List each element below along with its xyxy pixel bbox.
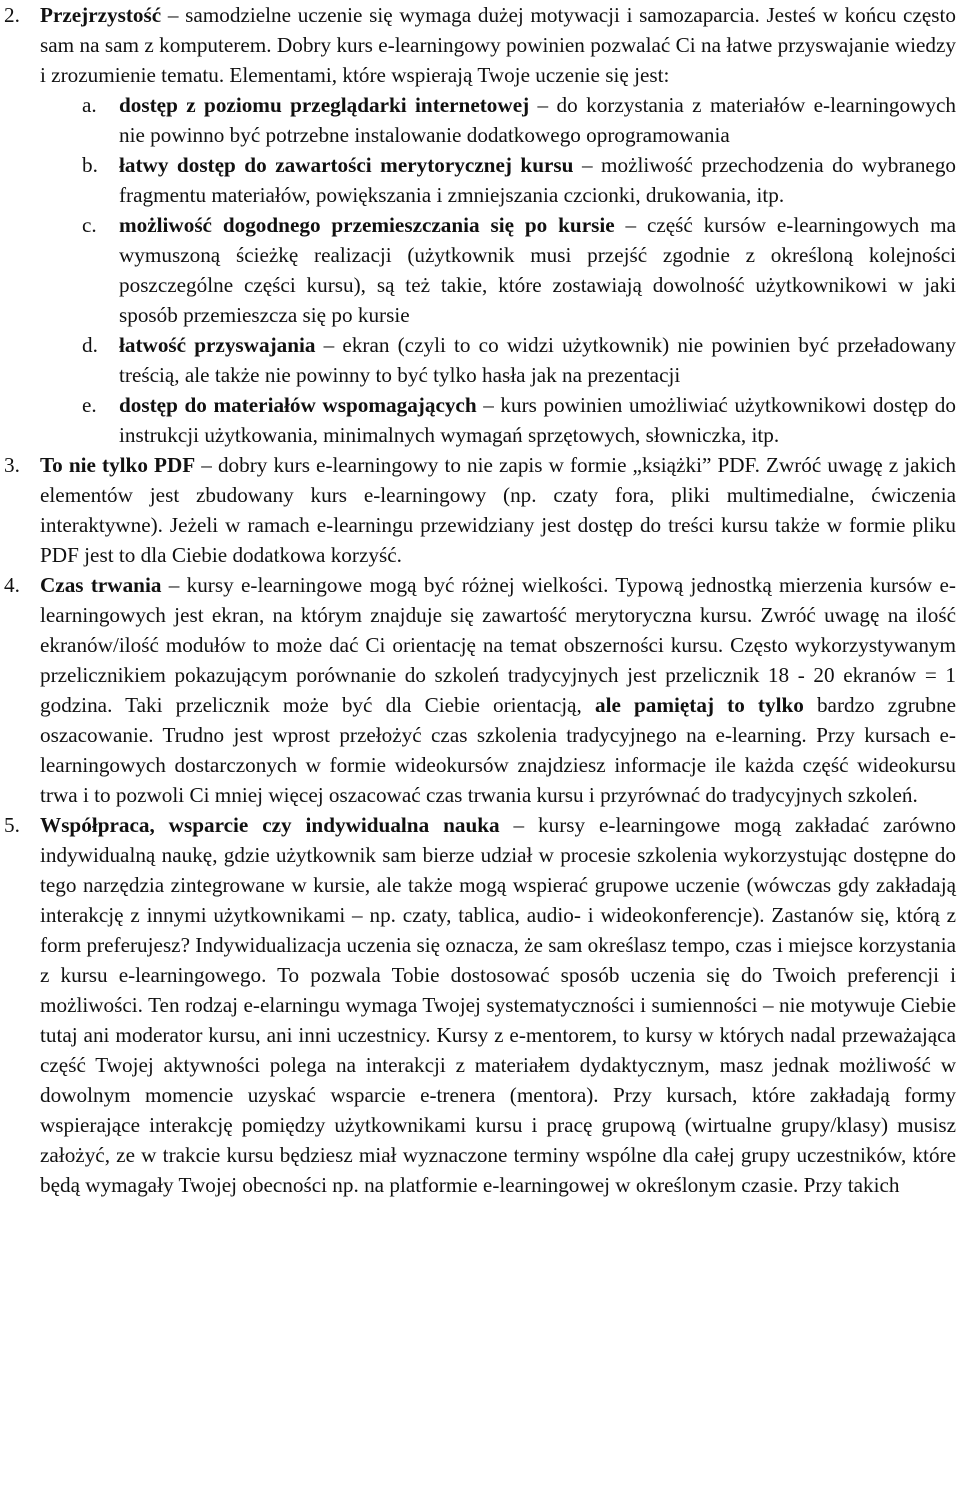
item-number: 4. — [4, 573, 20, 597]
subitem-text: – kurs powinien umożliwiać użytkownikowi dostęp do instrukcji użytkowania, minimalnych wymagań sprzętowych, słowniczka, itp. — [119, 393, 956, 447]
sublist-item-e — [4, 390, 956, 450]
document-page — [4, 0, 956, 1200]
subitem-letter: d. — [82, 333, 98, 357]
subitem-letter: e. — [82, 393, 97, 417]
subitem-text: – do korzystania z materiałów e-learningowych nie powinno być potrzebne instalowanie dodatkowego oprogramowania — [119, 93, 957, 147]
sublist-item-d — [4, 330, 956, 390]
list-item-2 — [4, 0, 956, 90]
subitem-heading: łatwość przyswajania — [119, 333, 316, 357]
subitem-heading: łatwy dostęp do zawartości merytorycznej kursu — [119, 153, 574, 177]
item-heading: Współpraca, wsparcie czy indywidualna nauka — [40, 813, 500, 837]
subitem-heading: dostęp z poziomu przeglądarki internetowej — [119, 93, 530, 117]
subitem-heading: możliwość dogodnego przemieszczania się po kursie — [119, 213, 615, 237]
subitem-text: – możliwość przechodzenia do wybranego fragmentu materiałów, powiększania i zmniejszania czcionki, drukowania, itp. — [119, 153, 957, 207]
subitem-letter: a. — [82, 93, 97, 117]
item-text: – samodzielne uczenie się wymaga dużej motywacji i samozaparcia. Jesteś w końcu często sam na sam z komputerem. Dobry kurs e-learningowy powinien pozwalać Ci na łatwe przyswajanie wiedzy i zrozumienie tematu. Elementami, które wspierają Twoje uczenie się jest: — [40, 3, 956, 87]
subitem-letter: c. — [82, 213, 97, 237]
subitem-heading: dostęp do materiałów wspomagających — [119, 393, 477, 417]
subitem-text: – część kursów e-learningowych ma wymuszoną ścieżkę realizacji (użytkownik musi przejść zgodnie z określoną kolejności poszczególne części kursu), są też takie, które zostawiają dowolność użytkownikowi w jaki sposób przemieszcza się po kursie — [119, 213, 957, 327]
subitem-text: – ekran (czyli to co widzi użytkownik) nie powinien być przeładowany treścią, ale także nie powinny to być tylko hasła jak na prezentacji — [119, 333, 956, 387]
item-heading: Przejrzystość — [40, 3, 162, 27]
item-text: – dobry kurs e-learningowy to nie zapis w formie „książki” PDF. Zwróć uwagę z jakich elementów jest zbudowany kurs e-learningowy (np. czaty fora, pliki multimedialne, ćwiczenia interaktywne). Jeżeli w ramach e-learningu przewidziany jest dostęp do treści kursu także w formie pliku PDF jest to dla Ciebie dodatkowa korzyść. — [40, 453, 957, 567]
sublist-item-a — [4, 90, 956, 150]
item-heading: To nie tylko PDF — [40, 453, 196, 477]
list-item-3 — [4, 450, 956, 570]
item-text: – kursy e-learningowe mogą być różnej wielkości. Typową jednostką mierzenia kursów e-learningowych jest ekran, na którym znajduje się zawartość merytoryczna kursu. Zwróć uwagę na ilość ekranów/ilość modułów to może dać Ci orientację na temat obszerności kursu. Często wykorzystywanym przelicznikiem pokazującym porównanie do szkoleń tradycyjnych jest przelicznik 18 - 20 ekranów = 1 godzina. Taki przelicznik może być dla Ciebie orientacją, — [40, 573, 956, 717]
item-heading: Czas trwania — [40, 573, 162, 597]
item-number: 2. — [4, 3, 20, 27]
sublist-item-b — [4, 150, 956, 210]
sublist-item-c — [4, 210, 956, 330]
item-text-continued: bardzo zgrubne oszacowanie. Trudno jest wprost przełożyć czas szkolenia tradycyjnego na e-learning. Przy kursach e-learningowych dostarczonych w formie wideokursów znajdziesz informacje ile każda część wideokursu trwa i to pozwoli Ci mniej więcej oszacować czas trwania kursu i przyrównać do tradycyjnych szkoleń. — [40, 693, 956, 807]
item-emphasis: ale pamiętaj to tylko — [594, 693, 804, 717]
list-item-4 — [4, 570, 956, 810]
list-item-5 — [4, 810, 956, 1200]
item-text: – kursy e-learningowe mogą zakładać zarówno indywidualną naukę, gdzie użytkownik sam bierze udział w procesie szkolenia wykorzystując dostępne do tego narzędzia zintegrowane w kursie, ale także mogą wspierać grupowe uczenie (wówczas gdy zakładają interakcję z innymi użytkownikami – np. czaty, tablica, audio- i wideokonferencje). Zastanów się, którą z form preferujesz? Indywidualizacja uczenia się oznacza, że sam określasz tempo, czas i miejsce korzystania z kursu e-learningowego. To pozwala Tobie dostosować sposób uczenia się do Twoich preferencji i możliwości. Ten rodzaj e-elarningu wymaga Twojej systematyczności i sumienności – nie motywuje Ciebie tutaj ani moderator kursu, ani inni uczestnicy. Kursy z e-mentorem, to kursy w których nadal przeważająca część Twojej aktywności polega na interakcji z materiałem dydaktycznym, masz jednak możliwość w dowolnym momencie uzyskać wsparcie e-trenera (mentora). Przy kursach, które zakładają formy wspierające interakcję pomiędzy użytkownikami kursu i pracę grupową (wirtualne grupy/klasy) musisz założyć, ze w trakcie kursu będziesz miał wyznaczone terminy wspólne dla całej grupy uczestników, które będą wymagały Twojej obecności np. na platformie e-learningowej w określonym czasie. Przy takich — [40, 813, 956, 1197]
subitem-letter: b. — [82, 153, 98, 177]
item-number: 5. — [4, 813, 20, 837]
item-number: 3. — [4, 453, 20, 477]
